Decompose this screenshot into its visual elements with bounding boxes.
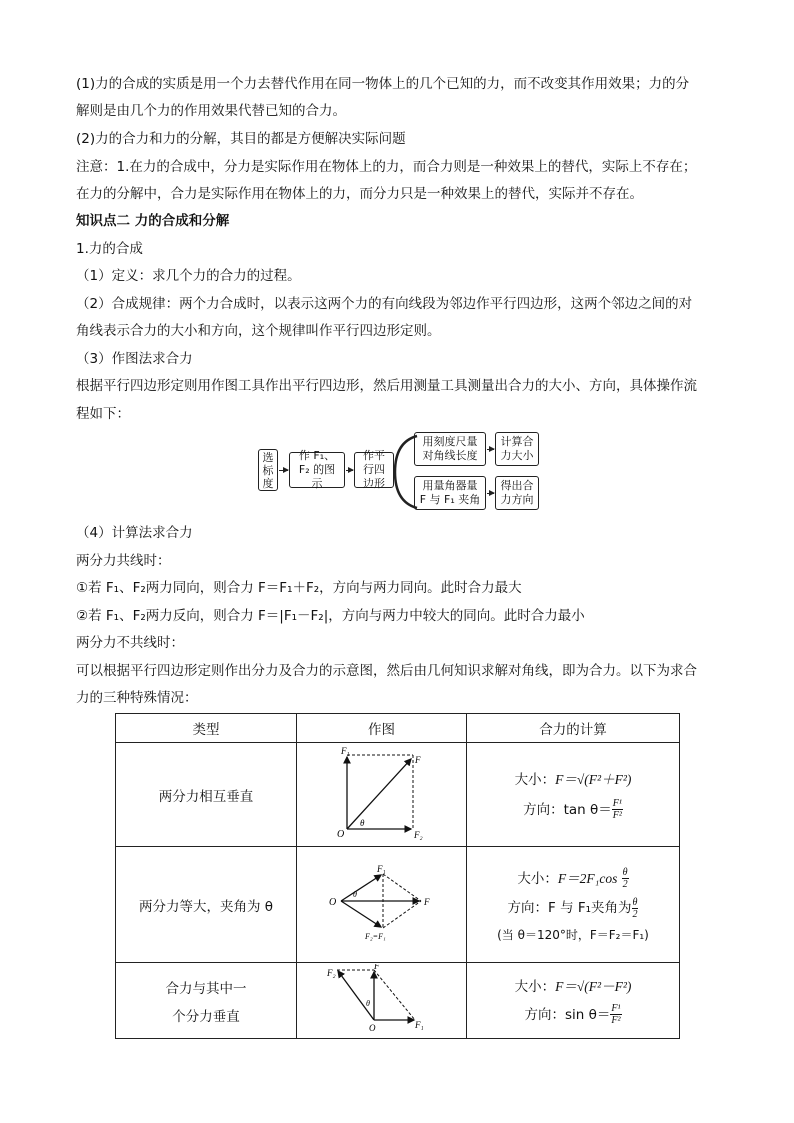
diagram-cell (297, 847, 467, 963)
svg-text:θ: θ (352, 889, 357, 899)
direction-fraction: $\frac{\text{F¹}}{\text{F²}}$ (612, 798, 622, 822)
table-row-equal-forces (116, 847, 680, 963)
flow-arrow-4 (487, 493, 494, 494)
magnitude-line (467, 867, 679, 891)
svg-text:F₁: F₁ (340, 745, 350, 756)
flow-result-direction: 得出合力方向 (495, 476, 539, 510)
graph-method-heading: （3）作图法求合力 (76, 351, 193, 367)
magnitude-label: 大小： (514, 771, 556, 788)
direction-label: 方向：sin θ＝ (524, 1006, 611, 1023)
para1-line1: (1)力的合成的实质是用一个力去替代作用在同一物体上的几个已知的力，而不改变其作用效果；力的分 (76, 76, 690, 92)
svg-text:F₂: F₂ (326, 967, 336, 978)
direction-label: 方向：tan θ＝ (523, 801, 612, 818)
svg-text:F₁: F₁ (376, 863, 386, 874)
flow-arrow-1 (279, 470, 288, 471)
case-same-direction: ①若 F₁、F₂两力同向，则合力 F＝F₁＋F₂，方向与两力同向。此时合力最大 (76, 580, 522, 596)
type-cell (116, 963, 297, 1039)
definition: （1）定义：求几个力的合力的过程。 (76, 268, 301, 284)
magnitude-formula: F＝√(F²＋F²) (555, 771, 632, 787)
header-diagram: 作图 (297, 714, 467, 743)
header-type: 类型 (116, 714, 297, 743)
rule-line1: （2）合成规律：两个力合成时，以表示这两个力的有向线段为邻边作平行四边形，这两个邻边之间的对 (76, 296, 693, 312)
type-cell: 两分力相互垂直 (116, 743, 297, 847)
svg-text:O: O (328, 896, 336, 908)
calc-method-heading: （4）计算法求合力 (76, 525, 193, 541)
svg-text:θ: θ (359, 817, 364, 828)
svg-text:O: O (368, 1022, 375, 1033)
flow-arrow-3 (487, 449, 494, 450)
graph-desc-line1: 根据平行四边形定则用作图工具作出平行四边形，然后用测量工具测量出合力的大小、方向，具体操作流 (76, 378, 697, 394)
diagram-cell (297, 963, 467, 1039)
table-row-perpendicular-resultant (116, 963, 680, 1039)
svg-text:F₁: F₁ (414, 1019, 424, 1030)
sub-heading-composition: 1.力的合成 (76, 241, 143, 257)
table-row-perpendicular (116, 743, 680, 847)
svg-text:θ: θ (365, 998, 370, 1008)
flow-step-parallelogram: 作平行四边形 (354, 452, 394, 488)
perpendicular-forces-diagram (327, 745, 437, 841)
direction-line (467, 1003, 679, 1027)
svg-text:F: F (414, 754, 420, 765)
case-opposite-direction: ②若 F₁、F₂两力反向，则合力 F＝|F₁－F₂|，方向与两力中较大的同向。此时合力最小 (76, 608, 585, 624)
flow-arrow-2 (346, 470, 353, 471)
type-cell: 两分力等大，夹角为 θ (116, 847, 297, 963)
rule-line2: 角线表示合力的大小和方向，这个规律叫作平行四边形定则。 (76, 323, 441, 339)
svg-text:F₂: F₂ (413, 829, 423, 840)
diagram-cell (297, 743, 467, 847)
table-header-row (116, 714, 680, 743)
special-cases-table (115, 713, 680, 1039)
magnitude-formula: F＝2F₁cos (557, 870, 618, 886)
para1-line2: 解则是由几个力的作用效果代替已知的合力。 (76, 103, 346, 119)
svg-text:F: F (423, 896, 429, 907)
noncollinear-heading: 两分力不共线时： (76, 635, 184, 651)
direction-line (467, 896, 679, 920)
magnitude-label: 大小： (514, 978, 556, 995)
special-case-note: (当 θ＝120°时，F＝F₂＝F₁) (497, 927, 649, 942)
flow-result-magnitude: 计算合力大小 (495, 432, 539, 466)
flow-step-scale: 选标度 (258, 449, 278, 491)
magnitude-line (467, 975, 679, 995)
noncollinear-line1: 可以根据平行四边形定则作出分力及合力的示意图，然后由几何知识求解对角线，即为合力。以下为求合 (76, 663, 697, 679)
type-line2: 个分力垂直 (172, 1008, 240, 1025)
section-heading: 知识点二 力的合成和分解 (76, 213, 230, 229)
type-line1: 合力与其中一 (165, 980, 247, 997)
magnitude-label: 大小： (517, 870, 558, 887)
magnitude-fraction: $\frac{\theta}{2}$ (622, 867, 628, 890)
graph-desc-line2: 程如下： (76, 406, 130, 422)
direction-fraction: $\frac{\theta}{2}$ (632, 896, 638, 920)
flow-step-draw-forces: 作 F₁、F₂ 的图示 (289, 452, 345, 488)
note-line2: 在力的分解中，合力是实际作用在物体上的力，而分力只是一种效果上的替代，实际并不存在。 (76, 186, 643, 202)
flow-branch-measure-length: 用刻度尺量对角线长度 (414, 432, 486, 466)
calc-cell (467, 847, 680, 963)
calc-cell (467, 743, 680, 847)
direction-label: 方向：F 与 F₁夹角为 (507, 900, 632, 916)
direction-fraction: $\frac{\text{F¹}}{\text{F²}}$ (611, 1003, 621, 1027)
note-line1: 注意：1.在力的合成中，分力是实际作用在物体上的力，而合力则是一种效果上的替代，实际上不存在； (76, 159, 697, 175)
svg-text:F₂=F₁: F₂=F₁ (364, 931, 386, 941)
header-calculation: 合力的计算 (467, 714, 680, 743)
para2: (2)力的合力和力的分解，其目的都是方便解决实际问题 (76, 131, 406, 147)
magnitude-formula: F＝√(F²－F²) (555, 978, 632, 994)
collinear-heading: 两分力共线时： (76, 553, 171, 569)
calc-cell (467, 963, 680, 1039)
direction-line (467, 798, 679, 822)
noncollinear-line2: 力的三种特殊情况： (76, 690, 198, 706)
svg-text:F: F (373, 963, 379, 971)
perpendicular-resultant-diagram (327, 964, 437, 1034)
magnitude-line (467, 768, 679, 788)
equal-forces-diagram (327, 863, 437, 943)
flow-branch-measure-angle: 用量角器量 F 与 F₁ 夹角 (414, 476, 486, 510)
svg-text:O: O (336, 828, 344, 840)
